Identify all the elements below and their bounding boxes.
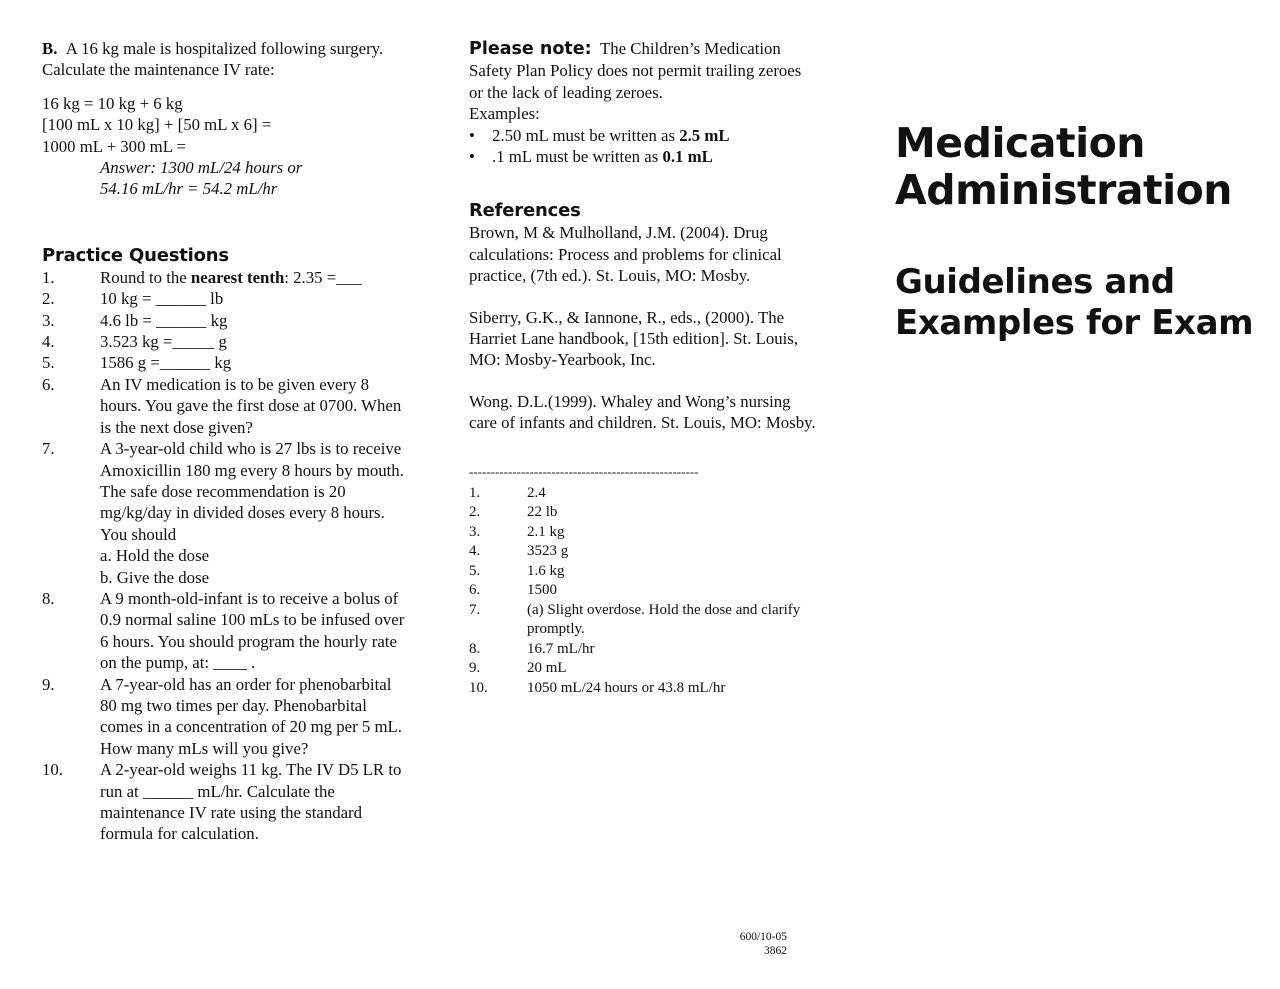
cover-column (895, 120, 1275, 344)
question-text (100, 267, 412, 288)
question-item-number: 4. (42, 332, 55, 352)
answer-item (469, 679, 819, 699)
question-item (42, 310, 412, 331)
reference-item: Siberry, G.K., & Iannone, R., eds., (2000). The Harriet Lane handbook, [15th edition]. St. Louis, MO: Mosby-Yearbook, Inc. (469, 307, 799, 370)
answer-item-number: 5. (469, 562, 481, 579)
bullet-text (492, 125, 730, 146)
calc-line-2: [100 mL x 10 kg] + [50 mL x 6] = (42, 115, 272, 135)
answer-item-text: 1500 (527, 582, 557, 599)
q1-post: : 2.35 =___ (284, 267, 362, 287)
middle-column (469, 38, 819, 698)
answer-item-text: 16.7 mL/hr (527, 640, 595, 657)
answer-item (469, 523, 819, 543)
answer-item-number: 10. (469, 679, 488, 696)
question-item (42, 588, 412, 674)
question-item-text: 1586 g =______ kg (100, 353, 232, 373)
question-item-number: 7. (42, 439, 55, 459)
answer-item-number: 3. (469, 523, 481, 540)
question-item-number: 10. (42, 760, 63, 780)
question-item (42, 674, 412, 760)
answer-line-1: Answer: 1300 mL/24 hours or (100, 158, 303, 178)
question-item-text: 4.6 lb = ______ kg (100, 310, 228, 330)
answer-item-text: 1.6 kg (527, 562, 565, 579)
practice-heading: Practice Questions (42, 244, 229, 266)
q1-bold: nearest tenth (190, 267, 285, 287)
answer-item-number: 9. (469, 660, 481, 677)
question-item-number (42, 545, 100, 566)
answer-item (469, 542, 819, 562)
question-list (42, 288, 412, 845)
question-item (42, 567, 412, 588)
form-number: 3862 (764, 945, 787, 957)
calc-line-3: 1000 mL + 300 mL = (42, 136, 187, 156)
example-b-label: B. (42, 39, 58, 58)
question-item-number: 9. (42, 674, 55, 694)
bullet-icon: • (469, 125, 475, 145)
reference-item: Wong. D.L.(1999). Whaley and Wong’s nursing care of infants and children. St. Louis, MO: Mosby. (469, 391, 816, 433)
answer-item-text: 1050 mL/24 hours or 43.8 mL/hr (527, 679, 726, 696)
answer-item-number: 1. (469, 484, 481, 501)
question-item-text: 3.523 kg =_____ g (100, 332, 227, 352)
left-column (42, 38, 412, 845)
question-item (42, 545, 412, 566)
answer-item-text: (a) Slight overdose. Hold the dose and clarify promptly. (527, 601, 801, 638)
bullet-text (492, 146, 713, 167)
answer-item-text: 22 lb (527, 504, 558, 521)
answer-item-number: 6. (469, 582, 481, 599)
q1-pre: Round to the (100, 267, 191, 287)
footer-code (720, 930, 787, 958)
answer-item-text: 2.4 (527, 484, 546, 501)
answer-item-text: 2.1 kg (527, 523, 565, 540)
answer-divider: ----------------------------------------------------- (469, 463, 699, 479)
question-item-number: 3. (42, 310, 55, 330)
answer-item (469, 562, 819, 582)
answer-item (469, 601, 819, 640)
examples-label: Examples: (469, 104, 540, 124)
bullet-item (469, 125, 819, 146)
answer-key (469, 484, 819, 699)
cover-subtitle-line-2: Examples for Exam (895, 303, 1254, 343)
question-item (42, 352, 412, 373)
question-number: 1. (42, 267, 55, 287)
question-item (42, 288, 412, 309)
answer-item-text: 3523 g (527, 543, 569, 560)
answer-item-text: 20 mL (527, 660, 567, 677)
bullet2-pre: .1 mL must be written as (492, 147, 663, 167)
question-item-text: A 7-year-old has an order for phenobarbital 80 mg two times per day. Phenobarbital comes in a concentration of 20 mg per 5 mL. How many mLs will you give? (100, 674, 402, 758)
cover-title-line-1: Medication (895, 119, 1145, 167)
answer-item (469, 659, 819, 679)
bullet-icon: • (469, 147, 475, 167)
bullet2-bold: 0.1 mL (662, 147, 713, 167)
question-item-text: A 2-year-old weighs 11 kg. The IV D5 LR to run at ______ mL/hr. Calculate the maintenance IV rate using the standard formula for calculation. (100, 760, 402, 844)
question-item-number: 2. (42, 289, 55, 309)
form-code: 600/10-05 (739, 931, 787, 943)
bullet1-bold: 2.5 mL (679, 125, 730, 145)
cover-subtitle-line-1: Guidelines and (895, 262, 1175, 302)
question-item-number: 8. (42, 588, 55, 608)
question-item-number: 5. (42, 353, 55, 373)
answer-item-number: 7. (469, 601, 481, 618)
question-item-text: 10 kg = ______ lb (100, 289, 224, 309)
question-item-text: A 3-year-old child who is 27 lbs is to receive Amoxicillin 180 mg every 8 hours by mouth. The safe dose recommendation is 20 mg/kg/day in divided doses every 8 hours. You should (100, 439, 404, 544)
note-paragraph (469, 38, 819, 103)
bullet-item (469, 146, 819, 167)
answer-item (469, 484, 819, 504)
question-item-number: 6. (42, 374, 55, 394)
example-b-text: A 16 kg male is hospitalized following surgery. Calculate the maintenance IV rate: (42, 39, 384, 80)
question-item-text: An IV medication is to be given every 8 hours. You gave the first dose at 0700. When is the next dose given? (100, 374, 402, 437)
note-label: Please note: (469, 39, 592, 59)
references-heading: References (469, 200, 581, 222)
reference-item: Brown, M & Mulholland, J.M. (2004). Drug calculations: Process and problems for clinical practice, (7th ed.). St. Louis, MO: Mosby. (469, 223, 782, 286)
question-item (42, 331, 412, 352)
question-item (42, 267, 412, 288)
bullet1-pre: 2.50 mL must be written as (492, 125, 680, 145)
question-item (42, 438, 412, 545)
question-item-text: b. Give the dose (100, 567, 210, 587)
answer-item-number: 2. (469, 504, 481, 521)
answer-item-number: 8. (469, 640, 481, 657)
answer-item (469, 640, 819, 660)
answer-item-number: 4. (469, 543, 481, 560)
question-item-text: a. Hold the dose (100, 546, 210, 566)
note-text: The Children’s Medication Safety Plan Policy does not permit trailing zeroes or the lack of leading zeroes. (469, 39, 802, 102)
answer-line-2: 54.16 mL/hr = 54.2 mL/hr (100, 179, 278, 199)
question-item (42, 759, 412, 845)
question-item-text: A 9 month-old-infant is to receive a bolus of 0.9 normal saline 100 mLs to be infused over 6 hours. You should program the hourly rate on the pump, at: ____ . (100, 588, 405, 673)
example-b-intro (42, 38, 412, 81)
calc-line-1: 16 kg = 10 kg + 6 kg (42, 93, 183, 113)
question-item (42, 374, 412, 438)
answer-item (469, 581, 819, 601)
question-item-number (42, 567, 100, 588)
cover-title-line-2: Administration (895, 166, 1232, 214)
answer-item (469, 503, 819, 523)
